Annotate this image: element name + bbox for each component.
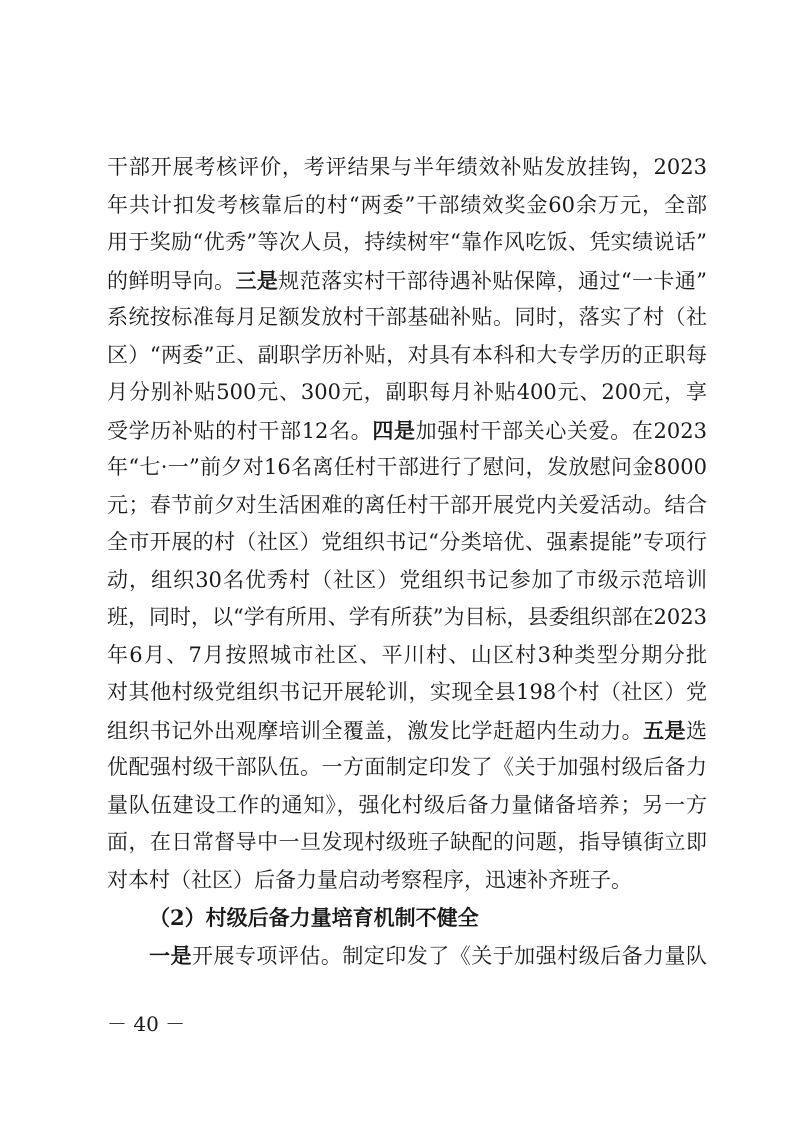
text-segment: 月分别补贴500元、300元，副职每月补贴400元、200元，享 [107, 380, 707, 404]
text-line [107, 599, 707, 637]
text-segment: 年“七·一”前夕对16名离任村干部进行了慰问，发放慰问金8000 [107, 455, 707, 479]
text-segment: 面，在日常督导中一旦发现村级班子缺配的问题，指导镇街立即 [107, 830, 707, 854]
body-text [107, 149, 707, 974]
text-line [107, 862, 707, 900]
text-segment: 干部开展考核评价，考评结果与半年绩效补贴发放挂钩，2023 [107, 155, 707, 179]
text-line [107, 224, 707, 262]
text-segment: 区）“两委”正、副职学历补贴，对具有本科和大专学历的正职每 [107, 342, 707, 367]
bold-keyword: 一是 [149, 942, 192, 968]
text-segment: 开展专项评估。制定印发了《关于加强村级后备力量队 [191, 943, 707, 968]
text-line [107, 787, 707, 825]
text-line [107, 637, 707, 675]
text-segment: 规范落实村干部待遇补贴保障，通过“一卡通” [278, 268, 707, 293]
text-line [107, 674, 707, 712]
text-segment: 优配强村级干部队伍。一方面制定印发了《关于加强村级后备力 [107, 755, 707, 779]
text-segment: 年6月、7月按照城市社区、平川村、山区村3种类型分期分批 [107, 642, 707, 667]
text-line [107, 299, 707, 337]
page-number: － 40 － [107, 1012, 186, 1036]
text-segment: 班，同时，以“学有所用、学有所获”为目标，县委组织部在2023 [107, 605, 707, 629]
text-line [107, 712, 707, 750]
text-segment: 用于奖励“优秀”等次人员，持续树牢“靠作风吃饭、凭实绩说话” [107, 230, 707, 254]
bold-keyword: 三是 [235, 267, 279, 293]
text-line [107, 749, 707, 787]
text-line [107, 149, 707, 187]
text-line [107, 449, 707, 487]
text-segment: 对本村（社区）后备力量启动考察程序，迅速补齐班子。 [107, 867, 632, 892]
text-line [107, 487, 707, 525]
bold-keyword: 五是 [643, 717, 686, 743]
text-segment: 的鲜明导向。 [107, 268, 236, 293]
text-segment: 系统按标准每月足额发放村干部基础补贴。同时，落实了村（社 [107, 305, 707, 329]
text-segment: 元；春节前夕对生活困难的离任村干部开展党内关爱活动。结合 [107, 492, 707, 517]
text-segment: 受学历补贴的村干部12名。 [107, 418, 373, 443]
text-line [107, 562, 707, 600]
section-heading: （2）村级后备力量培育机制不健全 [149, 905, 479, 930]
text-segment: 组织书记外出观摩培训全覆盖，激发比学赶超内生动力。 [107, 718, 644, 743]
text-segment: 全市开展的村（社区）党组织书记“分类培优、强素提能”专项行 [107, 530, 707, 554]
text-line [107, 524, 707, 562]
text-segment: 加强村干部关心关爱。在2023 [415, 418, 707, 443]
text-line [107, 412, 707, 450]
text-segment: 年共计扣发考核靠后的村“两委”干部绩效奖金60余万元，全部 [107, 192, 707, 217]
text-line [107, 337, 707, 375]
bold-keyword: 四是 [372, 417, 416, 443]
text-segment: 对其他村级党组织书记开展轮训，实现全县198个村（社区）党 [107, 680, 707, 704]
text-segment: 选 [686, 718, 707, 743]
text-line [107, 824, 707, 862]
text-line [107, 937, 707, 975]
text-line [107, 262, 707, 300]
text-line [107, 374, 707, 412]
text-segment: 量队伍建设工作的通知》，强化村级后备力量储备培养；另一方 [107, 792, 707, 817]
text-line [107, 187, 707, 225]
text-segment: 动，组织30名优秀村（社区）党组织书记参加了市级示范培训 [107, 567, 707, 592]
